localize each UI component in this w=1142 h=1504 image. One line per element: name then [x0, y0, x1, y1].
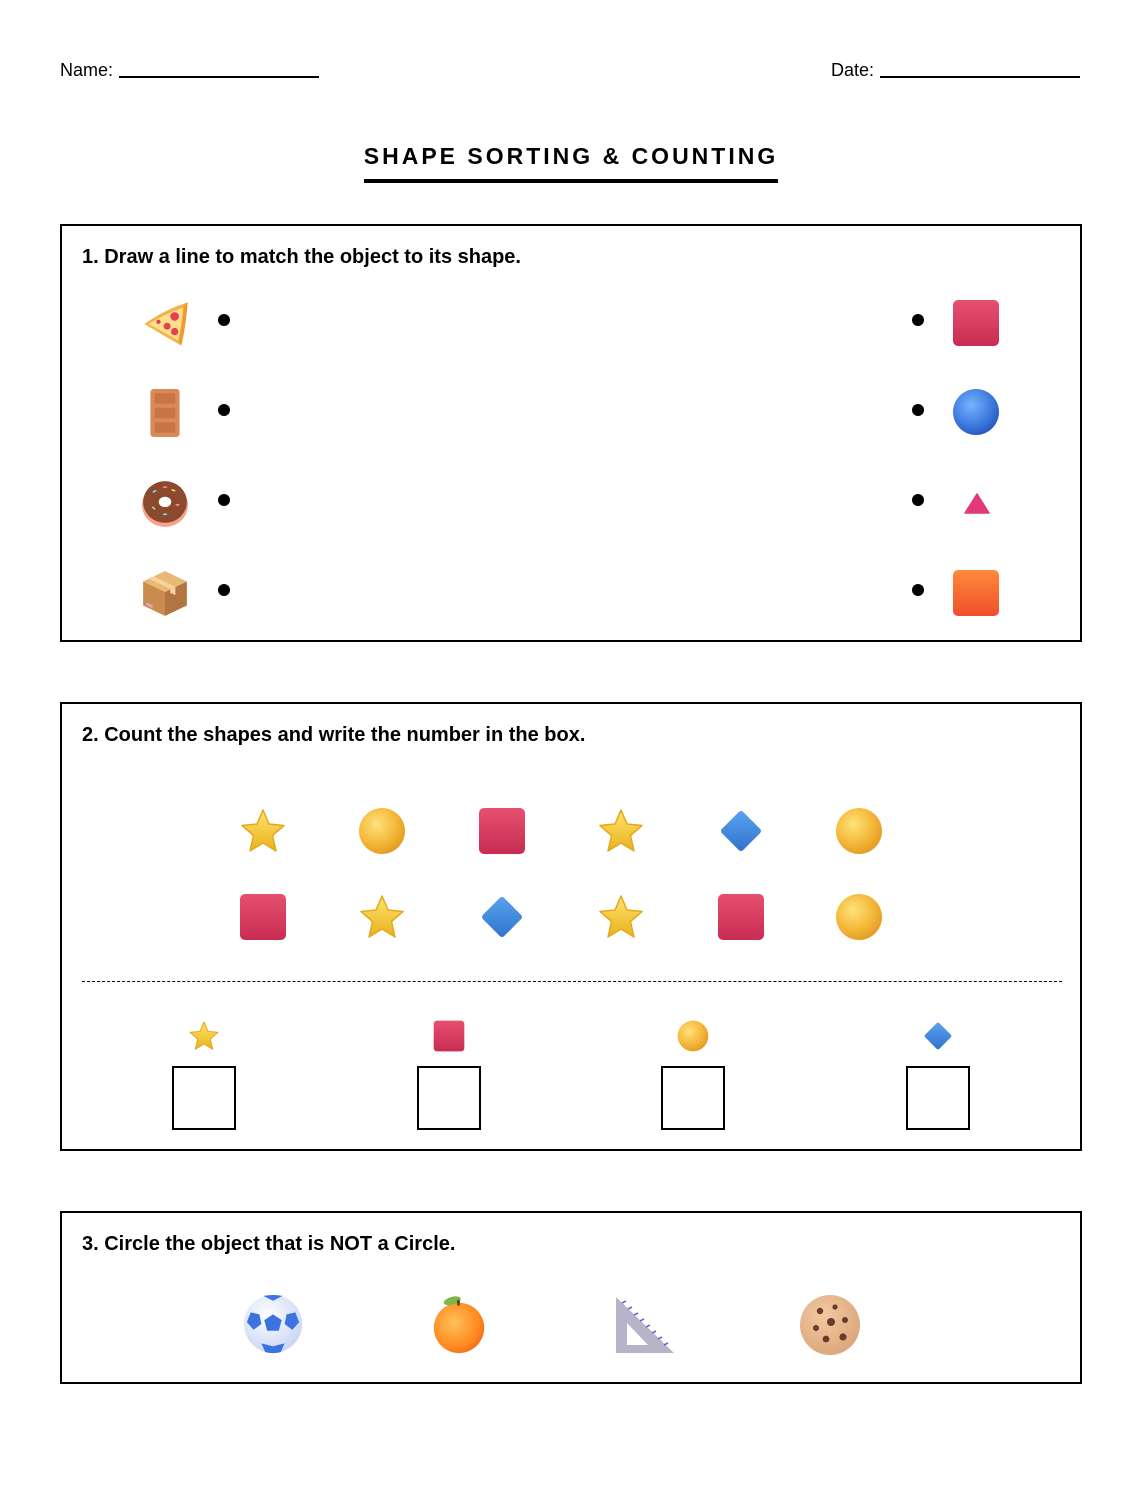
donut-icon: [140, 478, 190, 528]
name-label: Name:: [60, 60, 114, 80]
circle-count-box[interactable]: [661, 1066, 725, 1130]
circle-key-icon: [677, 1020, 709, 1052]
match-dot-left-4[interactable]: [218, 584, 230, 596]
square-key-icon: [433, 1020, 465, 1052]
match-dot-left-3[interactable]: [218, 494, 230, 506]
diamond-icon: [717, 807, 765, 855]
blue-circle-icon: [952, 388, 1000, 436]
diamond-icon: [478, 893, 526, 941]
dashed-divider: [82, 981, 1062, 982]
soccer-ball-icon[interactable]: [242, 1293, 304, 1355]
name-field[interactable]: [60, 60, 319, 81]
match-dot-right-3[interactable]: [912, 494, 924, 506]
match-dot-right-2[interactable]: [912, 404, 924, 416]
matching-heading: 1. Draw a line to match the object to its shape.: [82, 246, 521, 268]
square-count-box[interactable]: [417, 1066, 481, 1130]
match-dot-left-2[interactable]: [218, 404, 230, 416]
date-field[interactable]: [831, 60, 1080, 81]
red-triangle-icon: [964, 493, 990, 515]
orange-icon[interactable]: [428, 1291, 490, 1357]
diamond-key-icon: [922, 1020, 954, 1052]
circle-icon: [358, 807, 406, 855]
red-square-icon: [952, 299, 1000, 347]
circle-icon: [835, 807, 883, 855]
name-line[interactable]: [119, 76, 319, 78]
star-key-icon: [188, 1020, 220, 1052]
square-icon: [717, 893, 765, 941]
match-dot-left-1[interactable]: [218, 314, 230, 326]
worksheet-title: SHAPE SORTING & COUNTING: [364, 143, 778, 183]
not-circle-heading: 3. Circle the object that is NOT a Circle.: [82, 1233, 456, 1255]
orange-square-icon: [952, 569, 1000, 617]
match-dot-right-4[interactable]: [912, 584, 924, 596]
star-icon: [597, 807, 645, 855]
date-line[interactable]: [880, 76, 1080, 78]
star-count-box[interactable]: [172, 1066, 236, 1130]
star-icon: [597, 893, 645, 941]
star-icon: [239, 807, 287, 855]
counting-section: [60, 702, 1082, 1151]
cookie-icon[interactable]: [798, 1293, 862, 1357]
not-circle-section: [60, 1211, 1082, 1384]
square-icon: [478, 807, 526, 855]
date-label: Date:: [831, 60, 875, 80]
package-box-icon: [140, 568, 190, 618]
square-icon: [239, 893, 287, 941]
worksheet-title-wrap: [0, 143, 1142, 183]
diamond-count-box[interactable]: [906, 1066, 970, 1130]
matching-section: [60, 224, 1082, 642]
pizza-slice-icon: [140, 298, 192, 350]
chocolate-bar-icon: [148, 388, 182, 438]
star-icon: [358, 893, 406, 941]
triangle-ruler-icon[interactable]: [612, 1293, 676, 1357]
match-dot-right-1[interactable]: [912, 314, 924, 326]
circle-icon: [835, 893, 883, 941]
counting-heading: 2. Count the shapes and write the number in the box.: [82, 724, 586, 746]
